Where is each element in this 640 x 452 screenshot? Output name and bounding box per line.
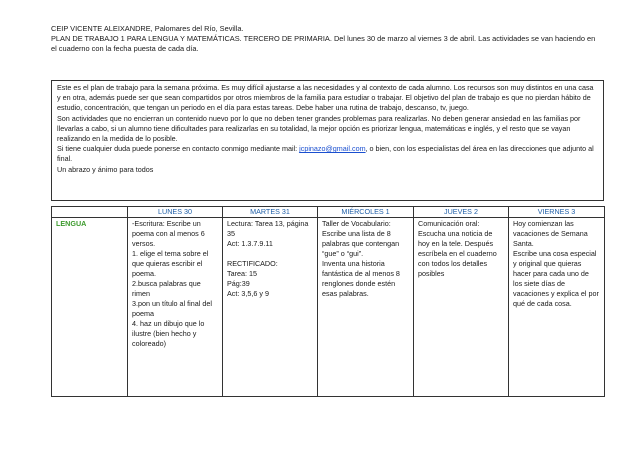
intro-paragraph-2: Son actividades que no encierran un contenido nuevo por lo que no deben tener grandes problemas para realizarlas. No deben generar ansiedad en las familias por llevarlas a cabo, si un alumno tiene dificultades para realizarlas en su totalidad, la mejor opción es priorizar lengua, matemáticas e inglés, y el resto que se vayan realizando en la medida de lo posible. [57, 113, 581, 144]
cell-jueves [414, 218, 509, 397]
document-header [51, 24, 611, 55]
header-lunes: LUNES 30 [128, 207, 223, 218]
jueves-line-1: Comunicación oral: Escucha una noticia de hoy en la tele. Después escríbela en el cuaderno con todos los detalles posibles [418, 219, 497, 278]
intro-paragraph-1: Este es el plan de trabajo para la semana próxima. Es muy difícil ajustarse a las necesidades y al contexto de cada alumno. Los recursos son muy distintos en una casa y en otra, además puede ser que sean compartidos por otros miembros de la familia para estudiar o trabajar. El objetivo del plan de trabajo es que no pierdan hábito de estudio, concentración, que tengan un periodo en el día para estas tareas. Debe haber una rutina de trabajo, descanso, tv, juego. [57, 83, 594, 113]
intro-box [51, 80, 604, 201]
martes-line-4: Tarea: 15 [227, 269, 257, 278]
email-link[interactable]: jcpinazo@gmail.com [299, 144, 366, 154]
miercoles-line-2: Inventa una historia fantástica de al menos 8 renglones donde estén esas palabras. [322, 259, 400, 298]
contact-text: Si tiene cualquier duda puede ponerse en contacto conmigo mediante mail: [57, 144, 300, 154]
header-martes: MARTES 31 [223, 207, 318, 218]
subject-lengua: LENGUA [52, 218, 128, 397]
lunes-line-4: 3.pon un título al final del poema [132, 299, 212, 318]
martes-line-6: Act: 3,5,6 y 9 [227, 289, 269, 298]
lunes-line-2: 1. elige el tema sobre el que quieras escribir el poema. [132, 249, 209, 278]
martes-spacer [227, 249, 313, 259]
viernes-line-2: Escribe una cosa especial y original que quieras hacer para cada uno de los siete días de vacaciones y explica el por qué de cada cosa. [513, 249, 599, 308]
martes-line-1: Lectura: Tarea 13, página 35 [227, 219, 309, 238]
school-name: CEIP VICENTE ALEIXANDRE, Palomares del Río, Sevilla. [51, 24, 244, 33]
header-viernes: VIERNES 3 [509, 207, 605, 218]
intro-paragraph-4: Un abrazo y ánimo para todos [57, 164, 154, 174]
martes-line-3: RECTIFICADO: [227, 259, 278, 268]
viernes-line-1: Hoy comienzan las vacaciones de Semana Santa. [513, 219, 588, 248]
lunes-line-5: 4. haz un dibujo que lo ilustre (bien hecho y coloreado) [132, 319, 205, 348]
intro-paragraph-3 [57, 144, 598, 164]
header-miercoles: MIÉRCOLES 1 [318, 207, 414, 218]
weekly-plan-table [51, 206, 605, 397]
lunes-line-3: 2.busca palabras que rimen [132, 279, 201, 298]
contact-text-end: , o bien, con los especialistas del área en las direcciones que adjunto al final. [57, 144, 594, 164]
header-empty [52, 207, 128, 218]
table-row-lengua [52, 218, 605, 397]
cell-miercoles [318, 218, 414, 397]
cell-viernes [509, 218, 605, 397]
miercoles-line-1: Taller de Vocabulario: Escribe una lista de 8 palabras que contengan “gue” o “gui”. [322, 219, 400, 258]
header-jueves: JUEVES 2 [414, 207, 509, 218]
cell-lunes [128, 218, 223, 397]
martes-line-5: Pág:39 [227, 279, 250, 288]
table-header-row [52, 207, 605, 218]
lunes-line-1: -Escritura: Escribe un poema con al menos 6 versos. [132, 219, 205, 248]
plan-subtitle: el cuaderno con la fecha puesta de cada día. [51, 44, 199, 54]
plan-title: PLAN DE TRABAJO 1 PARA LENGUA Y MATEMÁTICAS. TERCERO DE PRIMARIA. Del lunes 30 de marzo al viernes 3 de abril. Las actividades se van haciendo en [51, 34, 596, 44]
cell-martes [223, 218, 318, 397]
martes-line-2: Act: 1.3.7.9.11 [227, 239, 273, 248]
